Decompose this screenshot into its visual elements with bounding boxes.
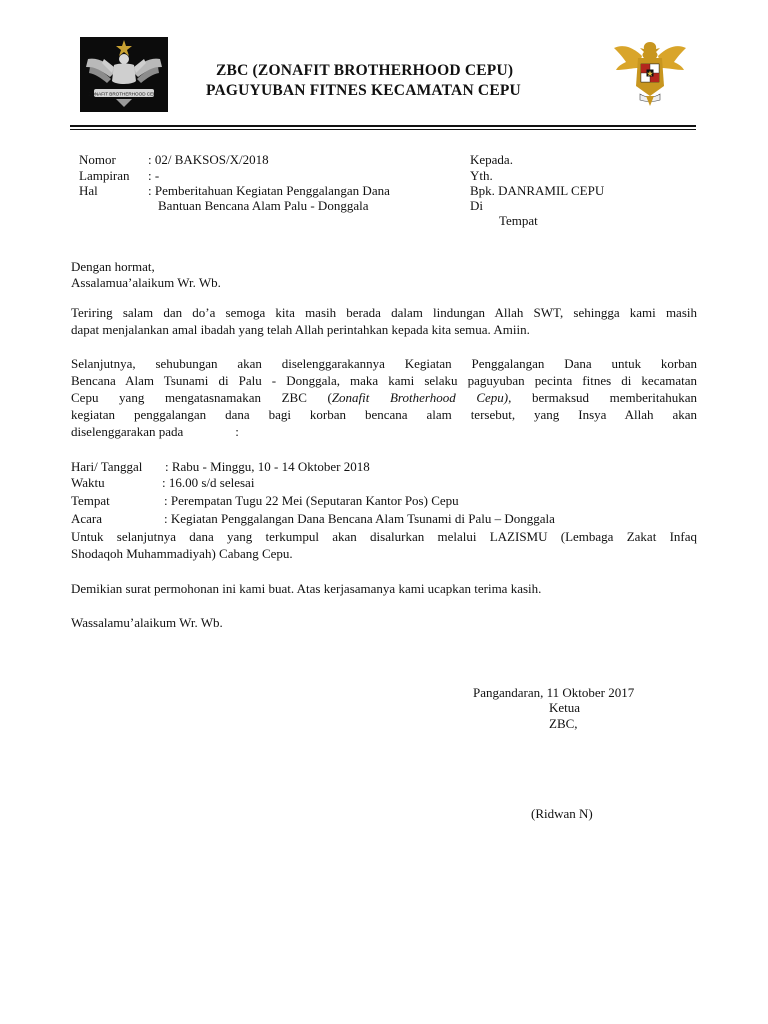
garuda-emblem bbox=[612, 36, 688, 108]
waktu-value: : 16.00 s/d selesai bbox=[162, 475, 255, 490]
acara-label: Acara bbox=[71, 511, 103, 526]
paragraph-purpose-line5 bbox=[71, 424, 239, 439]
signature-place-date: Pangandaran, 11 Oktober 2017 bbox=[473, 685, 635, 700]
hari-value: : Rabu - Minggu, 10 - 14 Oktober 2018 bbox=[165, 459, 370, 474]
hal-value-line2: Bantuan Bencana Alam Palu - Donggala bbox=[158, 198, 369, 213]
signature-org: ZBC, bbox=[549, 716, 578, 731]
closing-salam: Wassalamu’alaikum Wr. Wb. bbox=[71, 615, 223, 630]
paragraph-purpose-line3 bbox=[71, 389, 697, 406]
paragraph-purpose bbox=[71, 355, 697, 440]
header-divider bbox=[70, 125, 696, 127]
recipient-di: Di bbox=[470, 198, 483, 213]
nomor-value: : 02/ BAKSOS/X/2018 bbox=[148, 152, 269, 167]
line5-text: diselenggarakan pada bbox=[71, 424, 184, 439]
zbc-logo bbox=[80, 37, 168, 112]
signature-name: (Ridwan N) bbox=[531, 806, 593, 821]
paragraph-intro-line2: dapat menjalankan amal ibadah yang telah Allah perintahkan kepada kita semua. Amiin. bbox=[71, 322, 530, 337]
org-name: ZBC (ZONAFIT BROTHERHOOD CEPU) bbox=[216, 62, 514, 79]
lampiran-label: Lampiran bbox=[79, 168, 130, 183]
greeting-line2: Assalamua’alaikum Wr. Wb. bbox=[71, 275, 221, 290]
paragraph-purpose-line2: Bencana Alam Tsunami di Palu - Donggala, maka kami selaku paguyuban pecinta fitnes di kecamatan bbox=[71, 373, 697, 388]
nomor-label: Nomor bbox=[79, 152, 116, 167]
line3-italic: Zonafit Brotherhood Cepu) bbox=[331, 390, 509, 405]
greeting-line1: Dengan hormat, bbox=[71, 259, 155, 274]
hal-label: Hal bbox=[79, 183, 98, 198]
paragraph-distribution bbox=[71, 528, 697, 562]
closing-line: Demikian surat permohonan ini kami buat. Atas kerjasamanya kami ucapkan terima kasih. bbox=[71, 581, 542, 596]
waktu-label: Waktu bbox=[71, 475, 105, 490]
paragraph-intro bbox=[71, 304, 697, 338]
org-subtitle: PAGUYUBAN FITNES KECAMATAN CEPU bbox=[206, 82, 521, 99]
hari-label: Hari/ Tanggal bbox=[71, 459, 143, 474]
line5-colon: : bbox=[235, 424, 239, 439]
paragraph-purpose-line4: kegiatan penggalangan dana bagi korban bencana alam tersebut, yang Insya Allah akan bbox=[71, 407, 697, 422]
signature-role: Ketua bbox=[549, 700, 581, 715]
hal-value-line1: : Pemberitahuan Kegiatan Penggalangan Dana bbox=[148, 183, 390, 198]
tempat-value: : Perempatan Tugu 22 Mei (Seputaran Kantor Pos) Cepu bbox=[164, 493, 459, 508]
line3-part-b: , bermaksud memberitahukan bbox=[508, 390, 697, 405]
paragraph-distribution-line1: Untuk selanjutnya dana yang terkumpul akan disalurkan melalui LAZISMU (Lembaga Zakat Infaq bbox=[71, 529, 697, 544]
tempat-label: Tempat bbox=[71, 493, 110, 508]
paragraph-distribution-line2: Shodaqoh Muhammadiyah) Cabang Cepu. bbox=[71, 546, 293, 561]
paragraph-intro-line1: Teriring salam dan do’a semoga kita masih berada dalam lindungan Allah SWT, sehingga kami masih bbox=[71, 305, 697, 320]
recipient-tempat: Tempat bbox=[499, 213, 538, 228]
acara-value: : Kegiatan Penggalangan Dana Bencana Alam Tsunami di Palu – Donggala bbox=[164, 511, 555, 526]
line3-part-a: Cepu yang mengatasnamakan ZBC ( bbox=[71, 390, 332, 405]
header-divider-thin bbox=[70, 129, 696, 130]
lampiran-value: : - bbox=[148, 168, 160, 183]
paragraph-purpose-line1: Selanjutnya, sehubungan akan diselenggarakannya Kegiatan Penggalangan Dana untuk korban bbox=[71, 356, 697, 371]
recipient-yth: Yth. bbox=[470, 168, 493, 183]
recipient-kepada: Kepada. bbox=[470, 152, 513, 167]
recipient-name: Bpk. DANRAMIL CEPU bbox=[470, 183, 605, 198]
logo-text: ZONAFIT BROTHERHOOD CEPU bbox=[88, 91, 160, 97]
